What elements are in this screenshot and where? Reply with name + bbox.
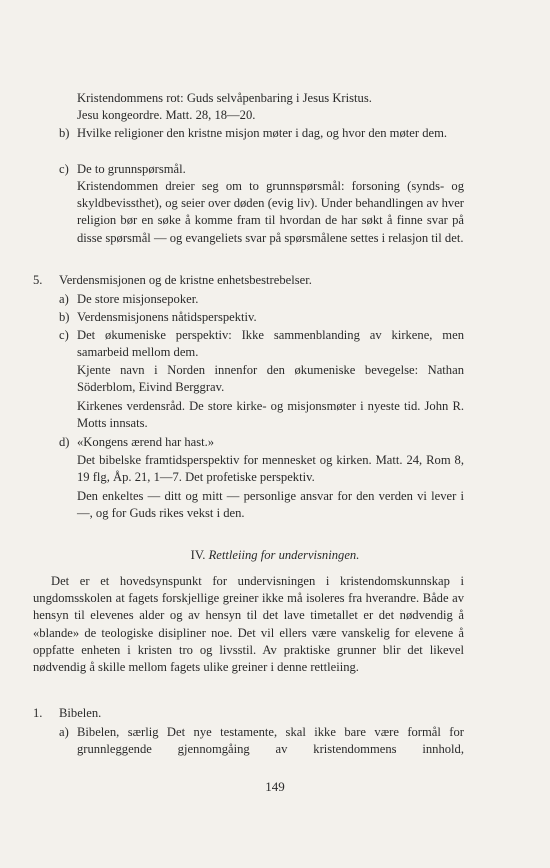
section-number: 5. bbox=[33, 273, 43, 287]
roots-reference: Jesu kongeordre. Matt. 28, 18—20. bbox=[77, 108, 256, 123]
paragraph-responsibility: Den enkeltes — ditt og mitt — personlige ansvar for den verden vi lever i —, og for Guds rikes vekst i den. bbox=[77, 489, 464, 521]
list-marker: c) bbox=[59, 328, 69, 342]
list-marker: a) bbox=[59, 292, 69, 306]
paragraph-names: Kjente navn i Norden innenfor den økumeniske bevegelse: Nathan Söderblom, Eivind Berggrav. bbox=[77, 363, 464, 395]
list-marker: c) bbox=[59, 162, 69, 176]
list-marker: b) bbox=[59, 310, 70, 324]
list-item-bibelen-a: Bibelen, særlig Det nye testamente, skal ikke bare være formål for grunnleggende gjennomgåing av kristendommens innhold, bbox=[77, 725, 464, 757]
list-marker: a) bbox=[59, 725, 69, 739]
list-item-bibelen: Bibelen. bbox=[59, 706, 102, 720]
heading-numeral: IV. bbox=[190, 548, 206, 562]
section-heading bbox=[0, 548, 550, 563]
list-item-c: Det økumeniske perspektiv: Ikke sammenblanding av kirkene, men samarbeid mellom dem. bbox=[77, 328, 464, 360]
heading-title: Rettleiing for undervisningen. bbox=[208, 548, 360, 562]
intro-paragraph: Det er et hovedsynspunkt for undervisningen i kristendomskunnskap i ungdomsskolen at fagets forskjellige greiner ikke må isoleres fra hverandre. Både av hensyn til elevenes alder og av hensyn til det lave timetallet er det nødvendig å «blande» de teologiske disipliner noe. Det vil ellers være vanskelig for elevene å oppfatte enheten i kristen tro og livsstil. Av praktiske grunner blir det likevel nødvendig å skille mellom fagets ulike greiner i denne rettleiing. bbox=[33, 574, 464, 675]
section-title: Verdensmisjonen og de kristne enhetsbestrebelser. bbox=[59, 273, 312, 287]
list-marker: d) bbox=[59, 435, 70, 449]
list-marker: b) bbox=[59, 126, 70, 140]
roots-text: Kristendommens rot: Guds selvåpenbaring i Jesus Kristus. bbox=[77, 91, 372, 105]
list-item-b: Hvilke religioner den kristne misjon møter i dag, og hvor den møter dem. bbox=[77, 126, 448, 140]
list-item-c: De to grunnspørsmål. bbox=[77, 162, 186, 176]
page-number: 149 bbox=[265, 779, 285, 794]
list-item-a: De store misjonsepoker. bbox=[77, 292, 199, 306]
paragraph-grunnsporsmal: Kristendommen dreier seg om to grunnspørsmål: forsoning (synds- og skyldbevissthet), og seier over døden (evig liv). Under behandlingen av hver religion bør en søke å komme fram til hvordan de har søkt å finne svar på disse spørsmål — og evangeliets svar på spørsmålene settes i relasjon til det. bbox=[77, 179, 464, 245]
paragraph-council: Kirkenes verdensråd. De store kirke- og misjonsmøter i nyeste tid. John R. Motts innsats. bbox=[77, 399, 464, 431]
list-item-d: «Kongens ærend har hast.» bbox=[77, 435, 215, 449]
paragraph-perspective: Det bibelske framtidsperspektiv for mennesket og kirken. Matt. 24, Rom 8, 19 flg, Åp. 21, 1—7. Det profetiske perspektiv. bbox=[77, 453, 464, 485]
list-item-b: Verdensmisjonens nåtidsperspektiv. bbox=[77, 310, 257, 324]
list-marker: 1. bbox=[33, 706, 43, 720]
roots-line bbox=[77, 90, 464, 124]
